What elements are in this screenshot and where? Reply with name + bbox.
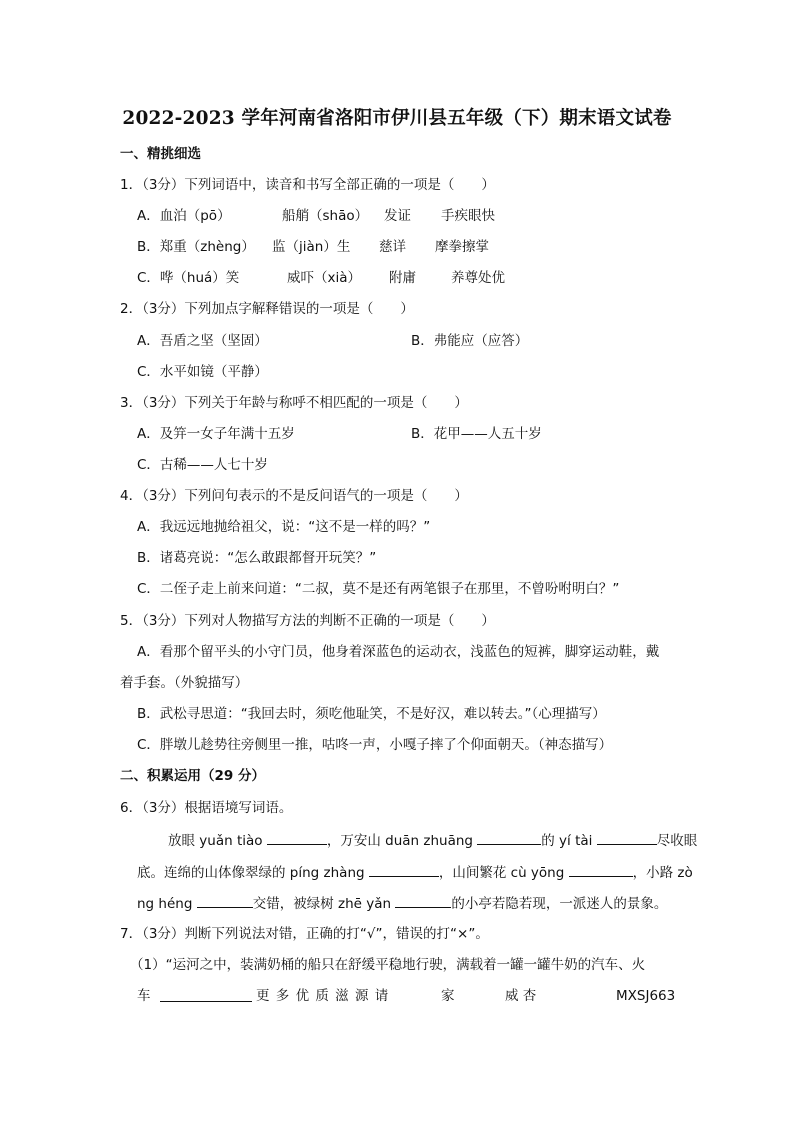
answer-blank[interactable]: [477, 830, 541, 845]
answer-blank[interactable]: [267, 830, 327, 845]
q6-text: 底。连绵的山体像翠绿的 píng zhàng: [137, 865, 369, 881]
question-5-option-b: B．武松寻思道：“我回去时，须吃他耻笑，不是好汉，难以转去。”（心理描写）: [137, 706, 606, 722]
option-b-word-2: 监（jiàn）生: [272, 239, 351, 255]
question-6-line-3: [137, 893, 667, 913]
option-c-word-4: 养尊处优: [451, 270, 505, 286]
question-2-option-b: B．弗能应（应答）: [411, 333, 529, 349]
option-c-word-1: C．哗（huá）笑: [137, 270, 240, 286]
question-2-option-c: C．水平如镜（平静）: [137, 364, 268, 380]
option-a-word-2: 船艄（shāo）: [282, 208, 369, 224]
question-5-option-c: C．胖墩儿趁势往旁侧里一推，咕咚一声，小嘎子摔了个仰面朝天。（神态描写）: [137, 737, 613, 753]
answer-blank[interactable]: [197, 893, 253, 908]
q6-text: ng héng: [137, 896, 197, 912]
q7-text: 威 杏: [505, 988, 537, 1004]
q7-text: 家: [441, 988, 455, 1004]
q6-text: 放眼 yuǎn tiào: [168, 833, 267, 849]
question-5-option-a: A．看那个留平头的小守门员，他身着深蓝色的运动衣，浅蓝色的短裤，脚穿运动鞋，戴: [137, 644, 660, 660]
question-7-stem: 7．（3分）判断下列说法对错，正确的打“√”，错误的打“×”。: [120, 926, 489, 942]
question-5-option-a-cont: 着手套。（外貌描写）: [120, 675, 249, 691]
question-6-line-2: [137, 862, 693, 882]
question-2-stem: 2．（3分）下列加点字解释错误的一项是（ ）: [120, 301, 414, 317]
q7-text: 车: [137, 988, 151, 1004]
question-7-item-1: （1）“运河之中，装满奶桶的船只在舒缓平稳地行驶，满载着一罐一罐牛奶的汽车、火: [130, 957, 646, 973]
option-a-word-3: 发证: [384, 208, 411, 224]
q6-text: 的小亭若隐若现，一派迷人的景象。: [451, 896, 668, 912]
question-4-stem: 4．（3分）下列问句表示的不是反问语气的一项是（ ）: [120, 488, 468, 504]
question-6-line-1: [168, 830, 697, 850]
question-3-option-c: C．古稀——人七十岁: [137, 457, 268, 473]
option-c-word-3: 附庸: [389, 270, 416, 286]
page-title: 2022-2023 学年河南省洛阳市伊川县五年级（下）期末语文试卷: [122, 108, 672, 129]
q6-text: 尽收眼: [656, 833, 698, 849]
answer-blank[interactable]: [369, 862, 439, 877]
option-a-word-4: 手疾眼快: [441, 208, 495, 224]
answer-blank[interactable]: [395, 893, 451, 908]
question-4-option-a: A．我远远地抛给祖父，说：“这不是一样的吗？”: [137, 519, 431, 535]
answer-blank[interactable]: [597, 830, 657, 845]
question-4-option-c: C．二侄子走上前来问道：“二叔，莫不是还有两笔银子在那里，不曾吩咐明白？”: [137, 581, 620, 597]
answer-blank[interactable]: [569, 862, 633, 877]
option-b-word-3: 慈详: [379, 239, 406, 255]
q6-text: 交错，被绿树 zhē yǎn: [252, 896, 396, 912]
answer-blank[interactable]: [160, 987, 252, 1002]
option-b-word-4: 摩拳擦掌: [435, 239, 489, 255]
question-3-option-b: B．花甲——人五十岁: [411, 426, 542, 442]
option-a-word-1: A．血泊（pō）: [137, 208, 231, 224]
watermark-code: MXSJ663: [616, 988, 676, 1004]
section-heading-2: 二、积累运用（29 分）: [120, 768, 265, 784]
option-c-word-2: 威吓（xià）: [287, 270, 362, 286]
question-2-option-a: A．吾盾之坚（坚固）: [137, 333, 268, 349]
q6-text: ，山间繁花 cù yōng: [438, 865, 569, 881]
section-heading-1: 一、精挑细选: [120, 146, 201, 162]
q6-text: ，万安山 duān zhuāng: [326, 833, 478, 849]
question-3-option-a: A．及笄一女子年满十五岁: [137, 426, 295, 442]
question-4-option-b: B．诸葛亮说：“怎么敢跟都督开玩笑？”: [137, 550, 377, 566]
question-6-stem: 6．（3分）根据语境写词语。: [120, 800, 293, 816]
question-5-stem: 5．（3分）下列对人物描写方法的判断不正确的一项是（ ）: [120, 613, 495, 629]
option-b-word-1: B．郑重（zhèng）: [137, 239, 255, 255]
q6-text: ，小路 zò: [632, 865, 693, 881]
q7-text: 更 多 优 质 滋 源 请: [256, 988, 390, 1004]
question-3-stem: 3．（3分）下列关于年龄与称呼不相匹配的一项是（ ）: [120, 395, 468, 411]
q6-text: 的 yí tài: [541, 833, 597, 849]
question-1-stem: 1．（3分）下列词语中，读音和书写全部正确的一项是（ ）: [120, 177, 495, 193]
